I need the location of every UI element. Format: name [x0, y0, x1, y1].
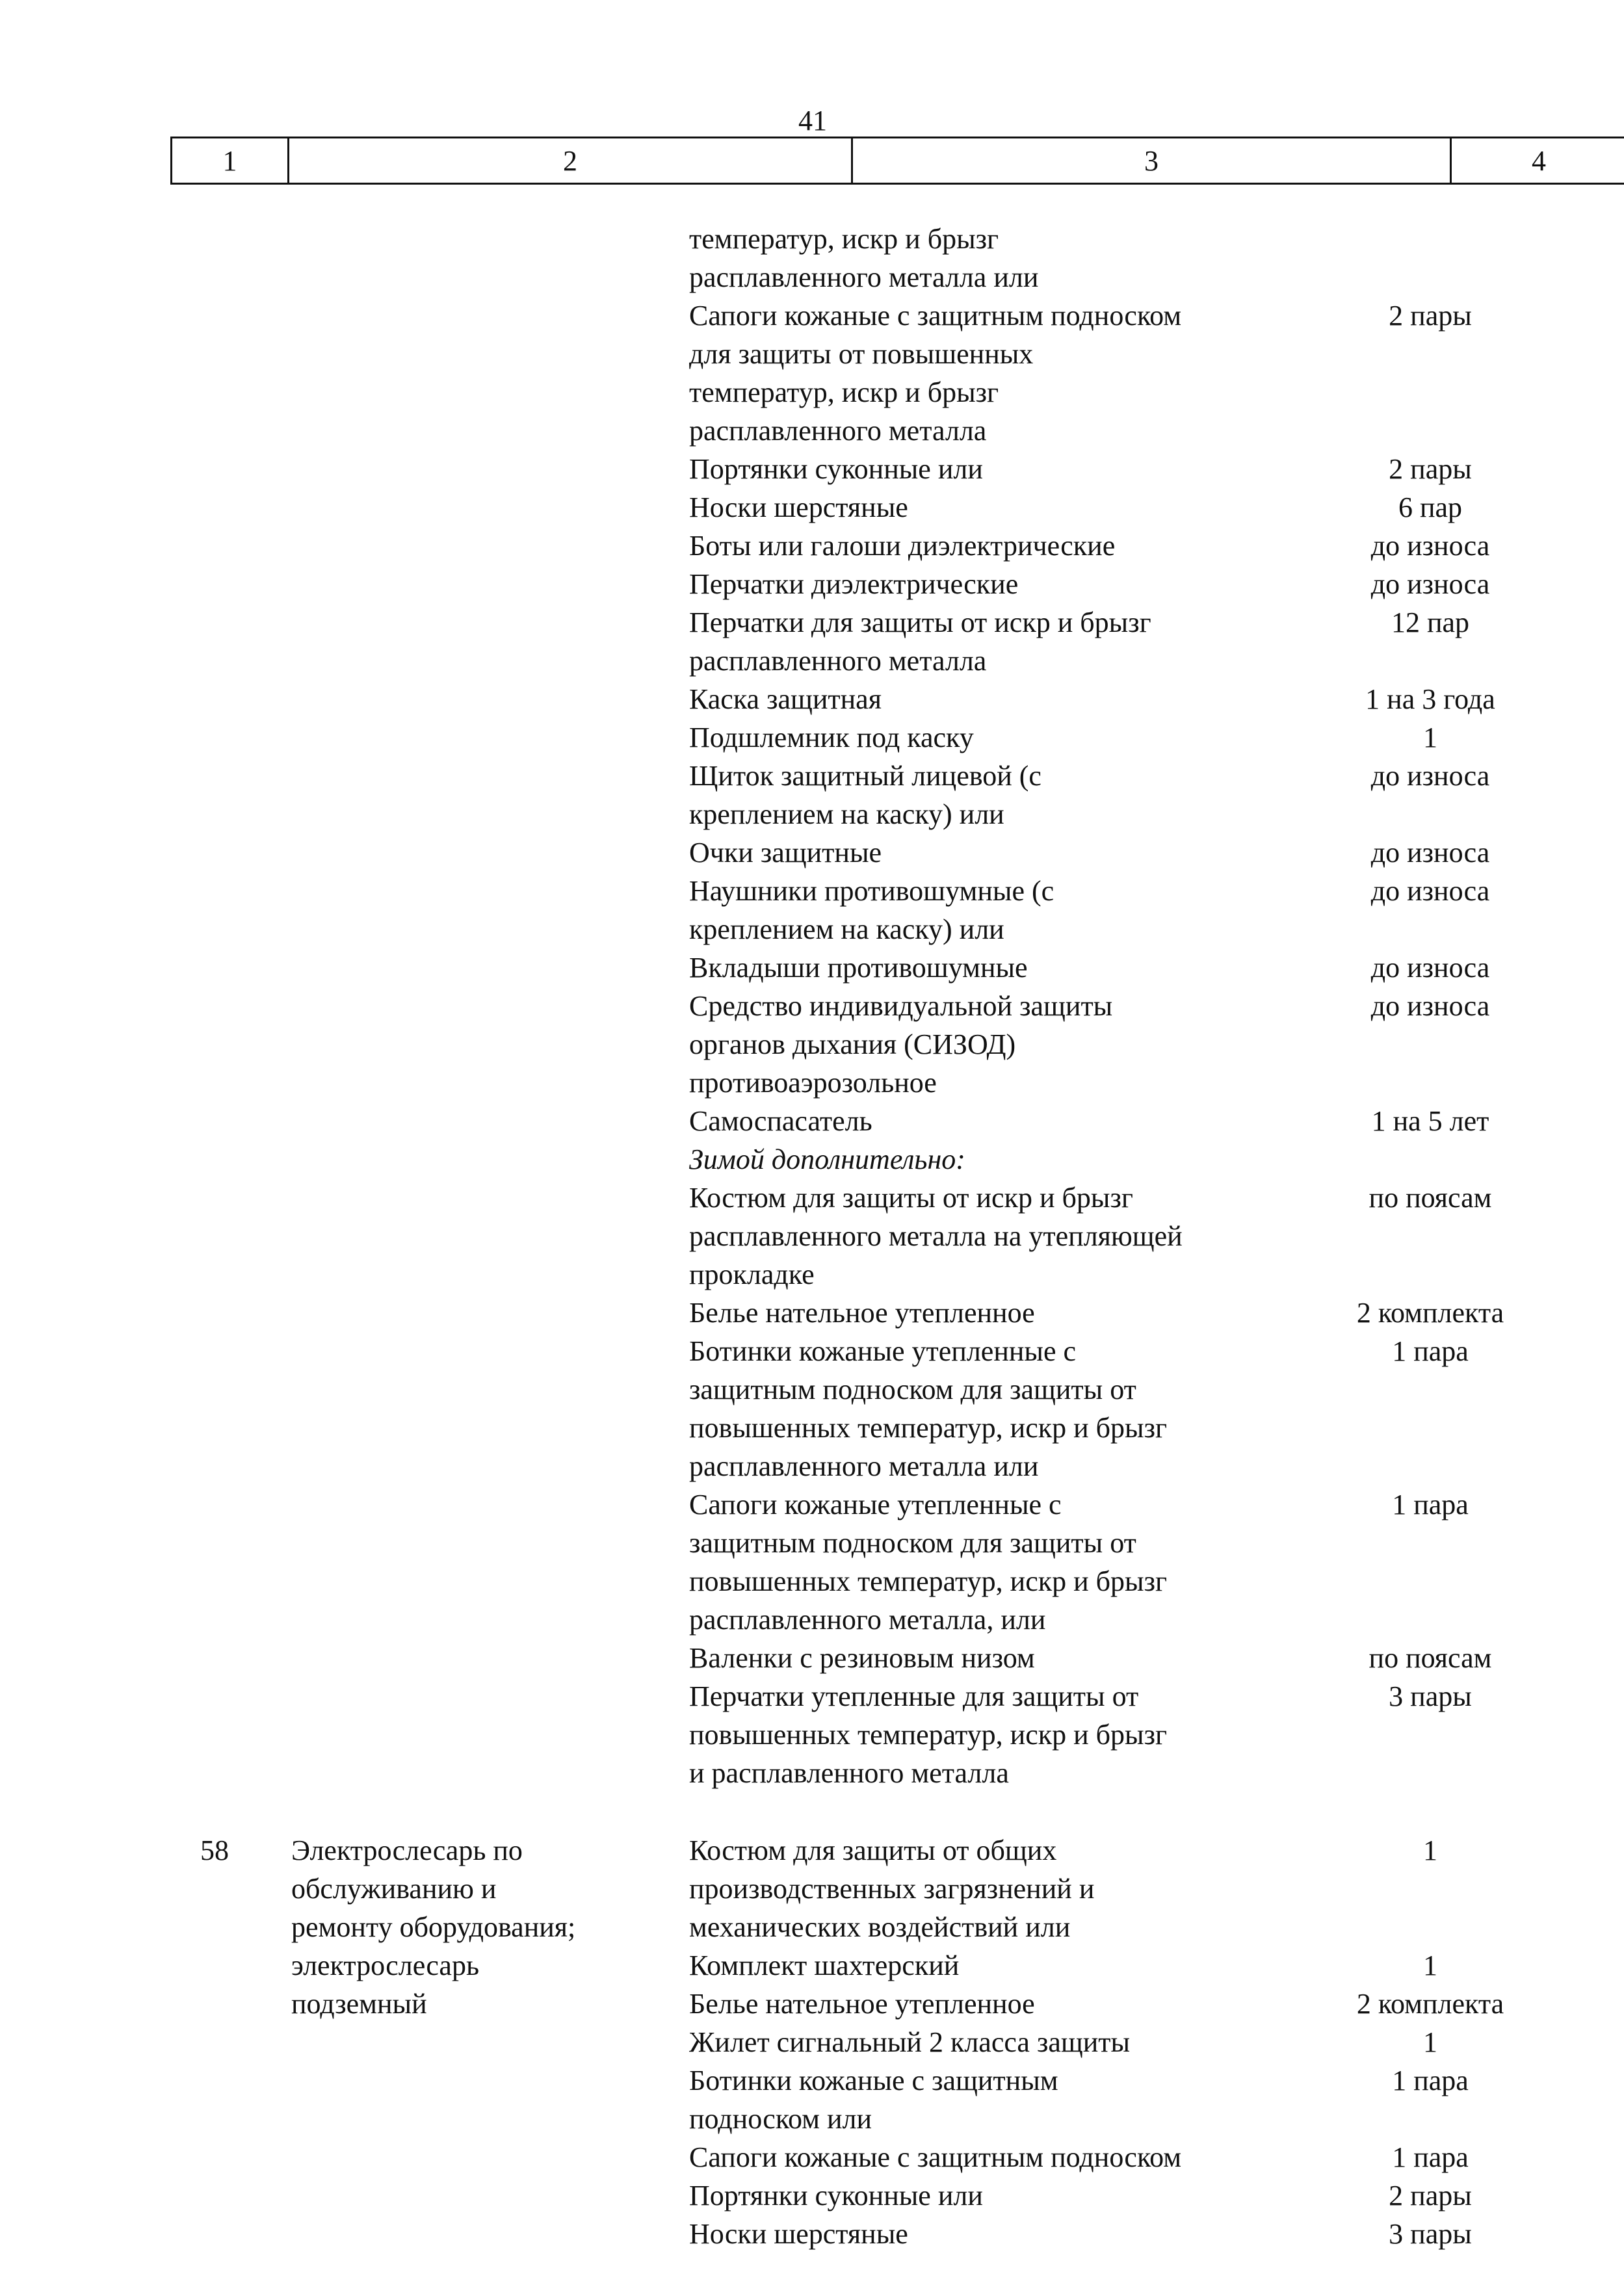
- ppe-item: температур, искр и брызг расплавленного металла или: [689, 223, 1039, 293]
- issue-norm: 3 пары: [1389, 1680, 1472, 1712]
- table-row: [0, 2176, 1624, 2215]
- issue-norm: 1 пара: [1392, 1489, 1469, 1520]
- table-row: [0, 833, 1624, 872]
- table-row: [0, 987, 1624, 1102]
- ppe-item: Сапоги кожаные утепленные с защитным подноском для защиты от повышенных температур, искр и брызг расплавленного металла, или: [689, 1489, 1168, 1636]
- table-row: [0, 1485, 1624, 1639]
- table-row: [0, 948, 1624, 987]
- table-row: [0, 1294, 1624, 1332]
- issue-norm: 1: [1423, 1950, 1437, 1981]
- issue-norm: 1 на 3 года: [1365, 683, 1495, 715]
- ppe-item: Боты или галоши диэлектрические: [689, 530, 1116, 562]
- table-row: [0, 220, 1624, 296]
- table-row: [0, 1332, 1624, 1485]
- ppe-item: Носки шерстяные: [689, 491, 908, 523]
- issue-norm: 1: [1423, 722, 1437, 753]
- table-row: [0, 2215, 1624, 2253]
- ppe-item: Портянки суконные или: [689, 453, 983, 485]
- issue-norm: 1: [1423, 2026, 1437, 2058]
- table-row: [0, 757, 1624, 833]
- table-row: [0, 1946, 1624, 1985]
- ppe-item: Портянки суконные или: [689, 2180, 983, 2211]
- ppe-item: Костюм для защиты от искр и брызг расплавленного металла на утепляющей прокладке: [689, 1182, 1183, 1290]
- issue-norm: 1 на 5 лет: [1371, 1105, 1489, 1137]
- issue-norm: 2 комплекта: [1356, 1988, 1504, 2020]
- issue-norm: 1 пара: [1392, 1335, 1469, 1367]
- column-header-2: 2: [289, 138, 853, 183]
- table-row: [0, 527, 1624, 565]
- ppe-item: Очки защитные: [689, 837, 882, 868]
- issue-norm: 6 пар: [1398, 491, 1463, 523]
- table-row: [0, 872, 1624, 948]
- issue-norm: 1: [1423, 1834, 1437, 1866]
- table-row: [0, 2061, 1624, 2138]
- issue-norm: до износа: [1370, 990, 1490, 1022]
- issue-norm: до износа: [1370, 530, 1490, 562]
- issue-norm: до износа: [1370, 952, 1490, 984]
- table-row: [0, 1102, 1624, 1140]
- table-row: [0, 1677, 1624, 1792]
- ppe-item: Вкладыши противошумные: [689, 952, 1028, 984]
- ppe-item: Щиток защитный лицевой (с креплением на каску) или: [689, 760, 1041, 830]
- table-row: [0, 680, 1624, 718]
- section-subheading: Зимой дополнительно:: [689, 1143, 965, 1175]
- table-row: [0, 1179, 1624, 1294]
- ppe-item: Перчатки для защиты от искр и брызг расплавленного металла: [689, 607, 1151, 677]
- issue-norm: 3 пары: [1389, 2218, 1472, 2250]
- column-header-4: 4: [1532, 144, 1546, 177]
- ppe-item: Перчатки утепленные для защиты от повышенных температур, искр и брызг и расплавленного металла: [689, 1680, 1168, 1789]
- ppe-item: Комплект шахтерский: [689, 1950, 960, 1981]
- ppe-item: Подшлемник под каску: [689, 722, 974, 753]
- column-header-3: 3: [853, 138, 1452, 183]
- ppe-item: Ботинки кожаные с защитным подноском или: [689, 2065, 1058, 2135]
- table-row: [0, 1639, 1624, 1677]
- table-row: [0, 2138, 1624, 2176]
- issue-norm: 2 пары: [1389, 2180, 1472, 2211]
- issue-norm: до износа: [1370, 568, 1490, 600]
- ppe-item: Самоспасатель: [689, 1105, 872, 1137]
- table-row: [0, 718, 1624, 757]
- issue-norm: по поясам: [1369, 1182, 1492, 1214]
- table-row: [0, 565, 1624, 603]
- issue-norm: 2 пары: [1389, 300, 1472, 332]
- table-body: [0, 220, 1624, 2253]
- row-number: 58: [200, 1834, 229, 1866]
- ppe-item: Носки шерстяные: [689, 2218, 908, 2250]
- ppe-item: Жилет сигнальный 2 класса защиты: [689, 2026, 1131, 2058]
- ppe-item: Средство индивидуальной защиты органов дыхания (СИЗОД) противоаэрозольное: [689, 990, 1113, 1099]
- issue-norm: до износа: [1370, 760, 1490, 792]
- page-number: 41: [798, 105, 827, 137]
- ppe-item: Наушники противошумные (с креплением на каску) или: [689, 875, 1054, 945]
- ppe-item: Валенки с резиновым низом: [689, 1642, 1035, 1674]
- table-row: [0, 488, 1624, 527]
- ppe-item: Сапоги кожаные с защитным подноском: [689, 2141, 1182, 2173]
- issue-norm: 12 пар: [1391, 607, 1470, 638]
- ppe-item: Белье нательное утепленное: [689, 1297, 1035, 1329]
- ppe-item: Каска защитная: [689, 683, 882, 715]
- issue-norm: 2 пары: [1389, 453, 1472, 485]
- job-position: Электрослесарь по обслуживанию и ремонту оборудования; электрослесарь подземный: [291, 1834, 576, 2020]
- ppe-item: Сапоги кожаные с защитным подноском для защиты от повышенных температур, искр и брызг расплавленного металла: [689, 300, 1182, 447]
- ppe-item: Перчатки диэлектрические: [689, 568, 1019, 600]
- ppe-item: Ботинки кожаные утепленные с защитным подноском для защиты от повышенных температур, искр и брызг расплавленного металла или: [689, 1335, 1168, 1482]
- table-row: [0, 296, 1624, 450]
- ppe-item: Костюм для защиты от общих производственных загрязнений и механических воздействий или: [689, 1834, 1095, 1943]
- issue-norm: 2 комплекта: [1356, 1297, 1504, 1329]
- table-row: [0, 2023, 1624, 2061]
- table-row: [0, 1140, 1624, 1179]
- table-header: [170, 137, 1624, 185]
- issue-norm: до износа: [1370, 837, 1490, 868]
- table-row: [0, 603, 1624, 680]
- column-header-1: 1: [172, 138, 289, 183]
- ppe-item: Белье нательное утепленное: [689, 1988, 1035, 2020]
- table-row: [0, 1985, 1624, 2023]
- issue-norm: до износа: [1370, 875, 1490, 907]
- issue-norm: 1 пара: [1392, 2141, 1469, 2173]
- issue-norm: по поясам: [1369, 1642, 1492, 1674]
- issue-norm: 1 пара: [1392, 2065, 1469, 2096]
- table-row: [0, 450, 1624, 488]
